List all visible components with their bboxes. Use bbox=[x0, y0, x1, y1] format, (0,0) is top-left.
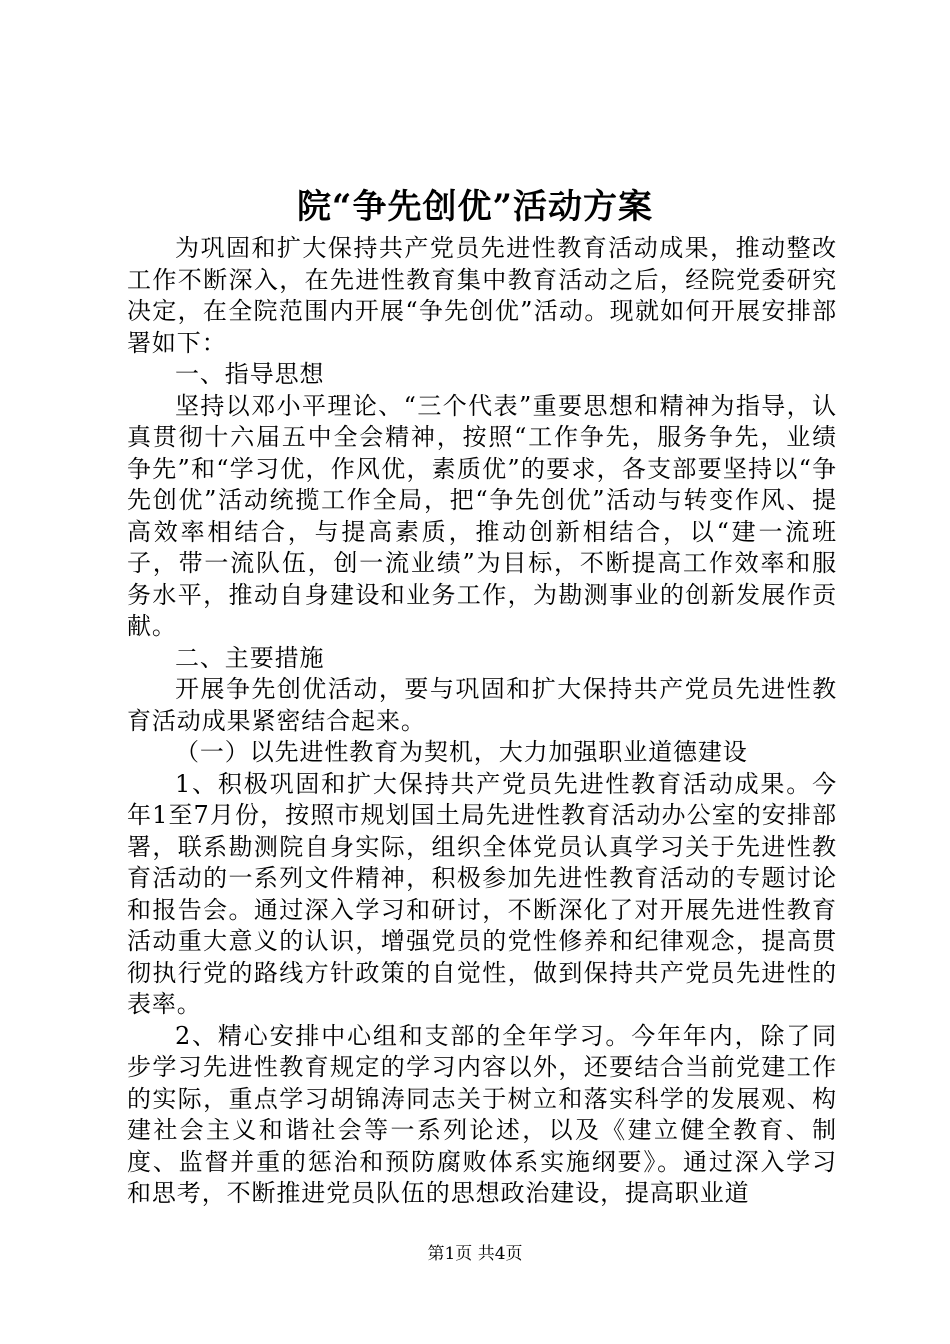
section-heading-guiding-ideology: 一、指导思想 bbox=[175, 360, 325, 388]
guiding-ideology-paragraph: 坚持以邓小平理论、“三个代表”重要思想和精神为指导，认真贯彻十六届五中全会精神，按照“工作争先，服务争先，业绩争先”和“学习优，作风优，素质优”的要求，各支部要坚持以“争先创优”活动统揽工作全局，把“争先创优”活动与转变作风、提高效率相结合，与提高素质，推动创新相结合，以“建一流班子，带一流队伍，创一流业绩”为目标，不断提高工作效率和服务水平，推动自身建设和业务工作，为勘测事业的创新发展作贡献。 bbox=[127, 391, 837, 640]
subsection-heading-1: （一）以先进性教育为契机，大力加强职业道德建设 bbox=[175, 738, 748, 766]
intro-paragraph: 为巩固和扩大保持共产党员先进性教育活动成果，推动整改工作不断深入，在先进性教育集中教育活动之后，经院党委研究决定，在全院范围内开展“争先创优”活动。现就如何开展安排部署如下： bbox=[127, 234, 837, 357]
item-2-paragraph: 2、精心安排中心组和支部的全年学习。今年年内，除了同步学习先进性教育规定的学习内容以外，还要结合当前党建工作的实际，重点学习胡锦涛同志关于树立和落实科学的发展观、构建社会主义和谐社会等一系列论述，以及《建立健全教育、制度、监督并重的惩治和预防腐败体系实施纲要》。通过深入学习和思考，不断推进党员队伍的思想政治建设，提高职业道 bbox=[127, 1021, 837, 1207]
document-body bbox=[127, 233, 837, 1210]
document-title: 院“争先创优”活动方案 bbox=[296, 187, 654, 227]
page-number-footer: 第1页 共4页 bbox=[427, 1244, 523, 1264]
section-heading-main-measures: 二、主要措施 bbox=[175, 643, 325, 672]
main-measures-paragraph: 开展争先创优活动，要与巩固和扩大保持共产党员先进性教育活动成果紧密结合起来。 bbox=[127, 675, 837, 735]
item-1-paragraph: 1、积极巩固和扩大保持共产党员先进性教育活动成果。今年1至7月份，按照市规划国土局先进性教育活动办公室的安排部署，联系勘测院自身实际，组织全体党员认真学习关于先进性教育活动的一系列文件精神，积极参加先进性教育活动的专题讨论和报告会。通过深入学习和研讨，不断深化了对开展先进性教育活动重大意义的认识，增强党员的党性修养和纪律观念，提高贯彻执行党的路线方针政策的自觉性，做到保持共产党员先进性的表率。 bbox=[127, 769, 837, 1018]
